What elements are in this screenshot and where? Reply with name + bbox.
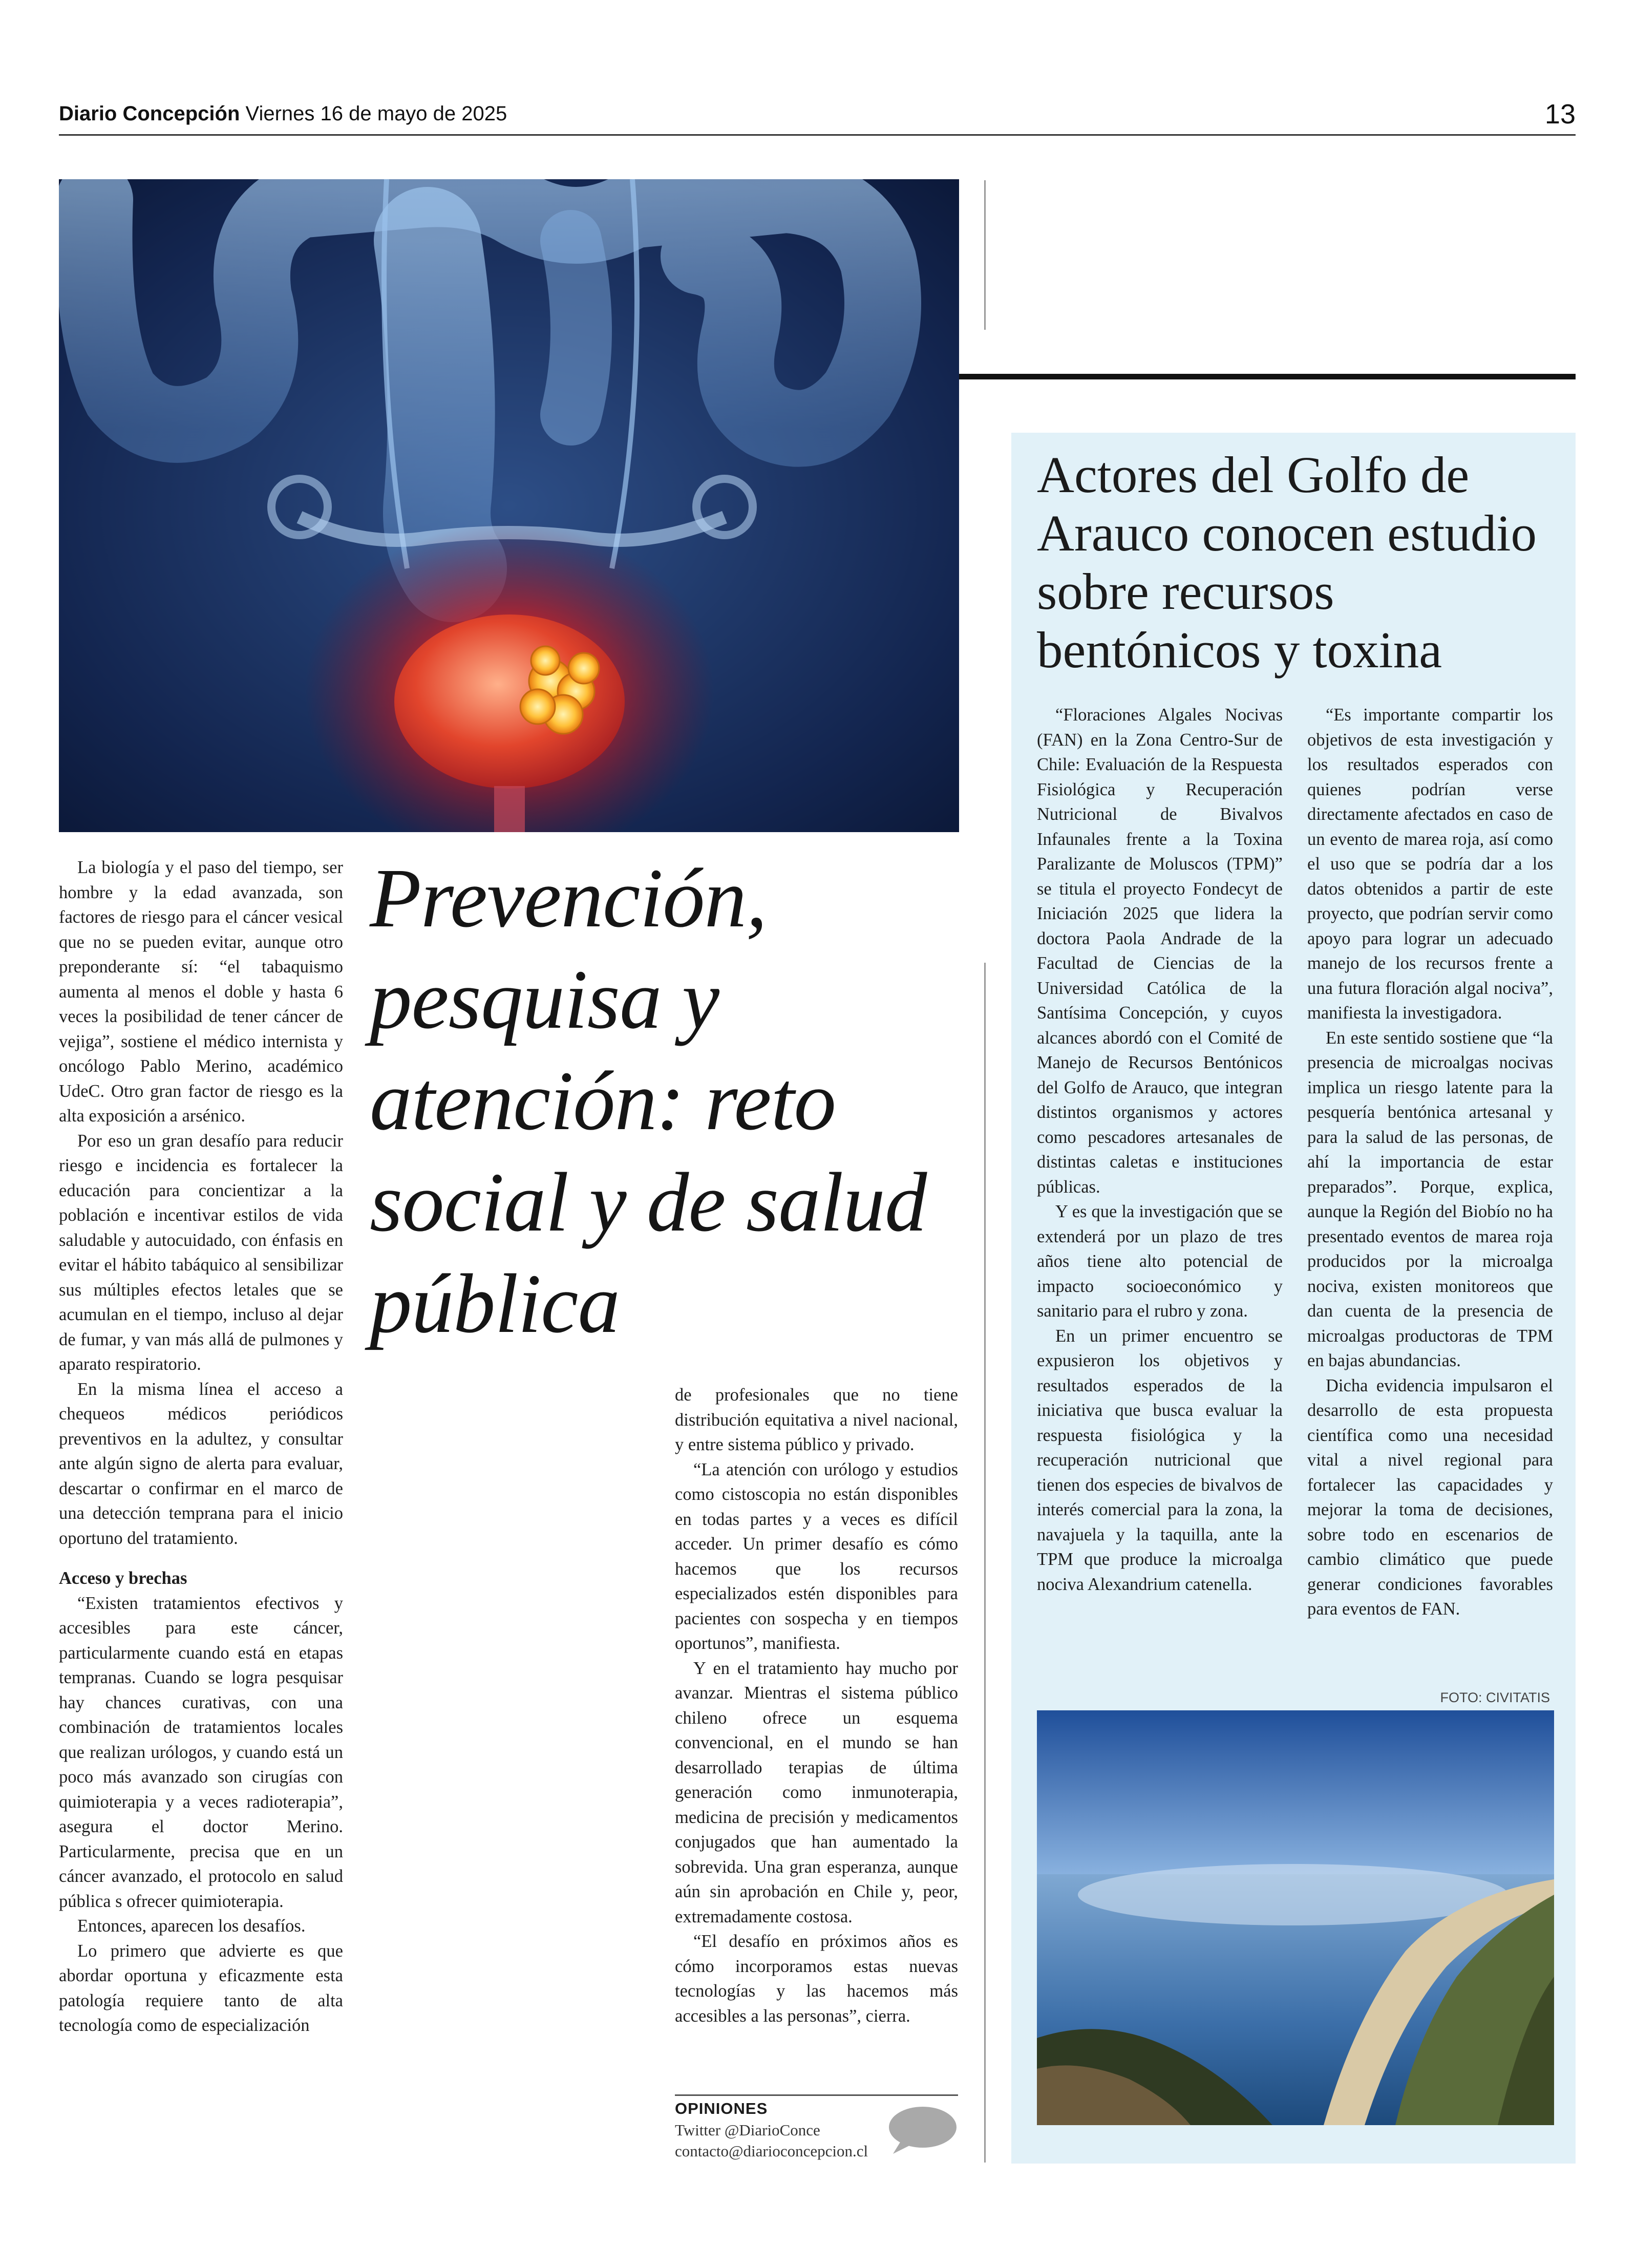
column-divider — [984, 963, 986, 2163]
paragraph: “Es importante compartir los objetivos de esta investigación y los resultados esperados con quienes podrían verse directamente afectados en caso de un evento de marea roja, así como el uso que se podría dar a los datos obtenidos a partir de este proyecto, que podrían servir como apoyo para lograr un adecuado manejo de los recursos frente a una futura floración algal nociva”, manifiesta la investigadora. — [1307, 705, 1553, 1023]
coast-photo — [1037, 1710, 1554, 2125]
twitter-handle[interactable]: Twitter @DiarioConce — [675, 2121, 820, 2139]
header-rule — [59, 134, 1576, 136]
article-column-2 — [675, 1383, 958, 2028]
paragraph: En la misma línea el acceso a chequeos médicos periódicos preventivos en la adultez, y consultar ante algún signo de alerta para evaluar, descartar o confirmar en el marco de una detección temprana para el inicio oportuno del tratamiento. — [59, 1379, 343, 1548]
opinions-title: OPINIONES — [675, 2100, 768, 2117]
paragraph: “Existen tratamientos efectivos y accesibles para este cáncer, particularmente cuando está en etapas tempranas. Cuando se logra pesquisar hay chances curativas, con una combinación de tratamientos locales que realizan urólogos, y cuando está un poco más avanzado son cirugías con quimioterapia y a veces radioterapia”, asegura el doctor Merino. Particularmente, precisa que en un cáncer avanzado, el protocolo en salud pública s ofrecer quimioterapia. — [59, 1593, 343, 1911]
paragraph: La biología y el paso del tiempo, ser hombre y la edad avanzada, son factores de riesgo para el cáncer vesical que no se pueden evitar, aunque otro preponderante sí: “el tabaquismo aumenta al menos el doble y hasta 6 veces la posibilidad de tener cáncer de vejiga”, sostiene el médico internista y oncólogo Pablo Merino, académico UdeC. Otro gran factor de riesgo es la alta exposición a arsénico. — [59, 858, 343, 1126]
paragraph: “La atención con urólogo y estudios como cistoscopia no están disponibles en todas partes y a veces es difícil acceder. Un primer desafío es cómo hacemos que los recursos especializados estén disponibles para pacientes con sospecha y en tiempos oportunos”, manifiesta. — [675, 1459, 958, 1653]
sidebar-headline: Actores del Golfo de Arauco conocen estudio sobre recursos bentónicos y toxina — [1037, 446, 1537, 679]
sidebar-column-2 — [1307, 703, 1553, 1622]
paragraph: En este sentido sostiene que “la presencia de microalgas nocivas implica un riesgo latente para la pesquería bentónica artesanal y para la salud de las personas, de ahí la importancia de estar preparados”. Porque, explica, aunque la Región del Biobío no ha presentado eventos de marea roja producidos por la microalga nociva, existen monitoreos que dan cuenta de la presencia de microalgas productoras de TPM en bajas abundancias. — [1307, 1028, 1553, 1370]
newspaper-name: Diario Concepción — [59, 102, 240, 125]
paragraph: Entonces, aparecen los desafíos. — [77, 1916, 306, 1936]
page-header — [59, 102, 507, 125]
paragraph: En un primer encuentro se expusieron los objetivos y resultados esperados de la iniciativa que busca evaluar la respuesta fisiológica y la recuperación nutricional que tienen dos especies de bivalvos de interés comercial para la zona, la navajuela y la taquilla, ante la TPM que produce la microalga nociva Alexandrium catenella. — [1037, 1326, 1283, 1594]
issue-date: Viernes 16 de mayo de 2025 — [245, 102, 507, 125]
paragraph: de profesionales que no tiene distribución equitativa a nivel nacional, y entre sistema público y privado. — [675, 1385, 958, 1454]
speech-bubble-icon — [886, 2105, 958, 2156]
paragraph: Lo primero que advierte es que abordar oportuna y eficazmente esta patología requiere tanto de alta tecnología como de especialización — [59, 1941, 343, 2035]
contact-email[interactable]: contacto@diarioconcepcion.cl — [675, 2142, 868, 2160]
paragraph: “Floraciones Algales Nocivas (FAN) en la Zona Centro-Sur de Chile: Evaluación de la Respuesta Fisiológica y Recuperación Nutricional de Bivalvos Infaunales frente a la Toxina Paralizante de Moluscos (TPM)” se titula el proyecto Fondecyt de Iniciación 2025 que lidera la doctora Paola Andrade de la Facultad de Ciencias de la Universidad Católica de la Santísima Concepción, y cuyos alcances abordó con el Comité de Manejo de Recursos Bentónicos del Golfo de Arauco, que integran distintos organismos y actores como pescadores artesanales de distintas caletas e instituciones públicas. — [1037, 705, 1283, 1197]
paragraph: Y es que la investigación que se extenderá por un plazo de tres años tiene alto potencial de impacto socioeconómico y sanitario para el rubro y zona. — [1037, 1202, 1283, 1321]
section-rule — [959, 374, 1576, 379]
article-column-1 — [59, 855, 343, 2038]
paragraph: “El desafío en próximos años es cómo incorporamos estas nuevas tecnologías y las hacemos más accesibles a las personas”, cierra. — [675, 1932, 958, 2026]
column-divider — [984, 180, 986, 330]
paragraph: Y en el tratamiento hay mucho por avanzar. Mientras el sistema público chileno ofrece un esquema convencional, en el mundo se han desarrollado terapias de última generación como inmunoterapia, medicina de precisión y medicamentos conjugados que han aumentado la sobrevida. Una gran esperanza, aunque aún sin aprobación en Chile y, peor, extremadamente costosa. — [675, 1658, 958, 1926]
subheading: Acceso y brechas — [59, 1568, 187, 1588]
photo-credit: FOTO: CIVITATIS — [1440, 1690, 1550, 1705]
page-number: 13 — [1544, 99, 1576, 130]
paragraph: Por eso un gran desafío para reducir riesgo e incidencia es fortalecer la educación para concientizar a la población e incentivar estilos de vida saludable y autocuidado, con énfasis en evitar el hábito tabáquico al sensibilizar sus múltiples efectos letales que se acumulan en el tiempo, incluso al dejar de fumar, y van más allá de pulmones y aparato respiratorio. — [59, 1131, 343, 1374]
opinions-rule — [675, 2094, 958, 2096]
bladder-illustration — [59, 179, 959, 832]
sidebar-column-1 — [1037, 703, 1283, 1597]
paragraph: Dicha evidencia impulsaron el desarrollo de esta propuesta científica como una necesidad vital a nivel regional para fortalecer las capacidades y mejorar la toma de decisiones, sobre todo en escenarios de cambio climático que puede generar condiciones favorables para eventos de FAN. — [1307, 1375, 1553, 1619]
article-headline: Prevención, pesquisa y atención: reto social y de salud pública — [370, 851, 927, 1350]
